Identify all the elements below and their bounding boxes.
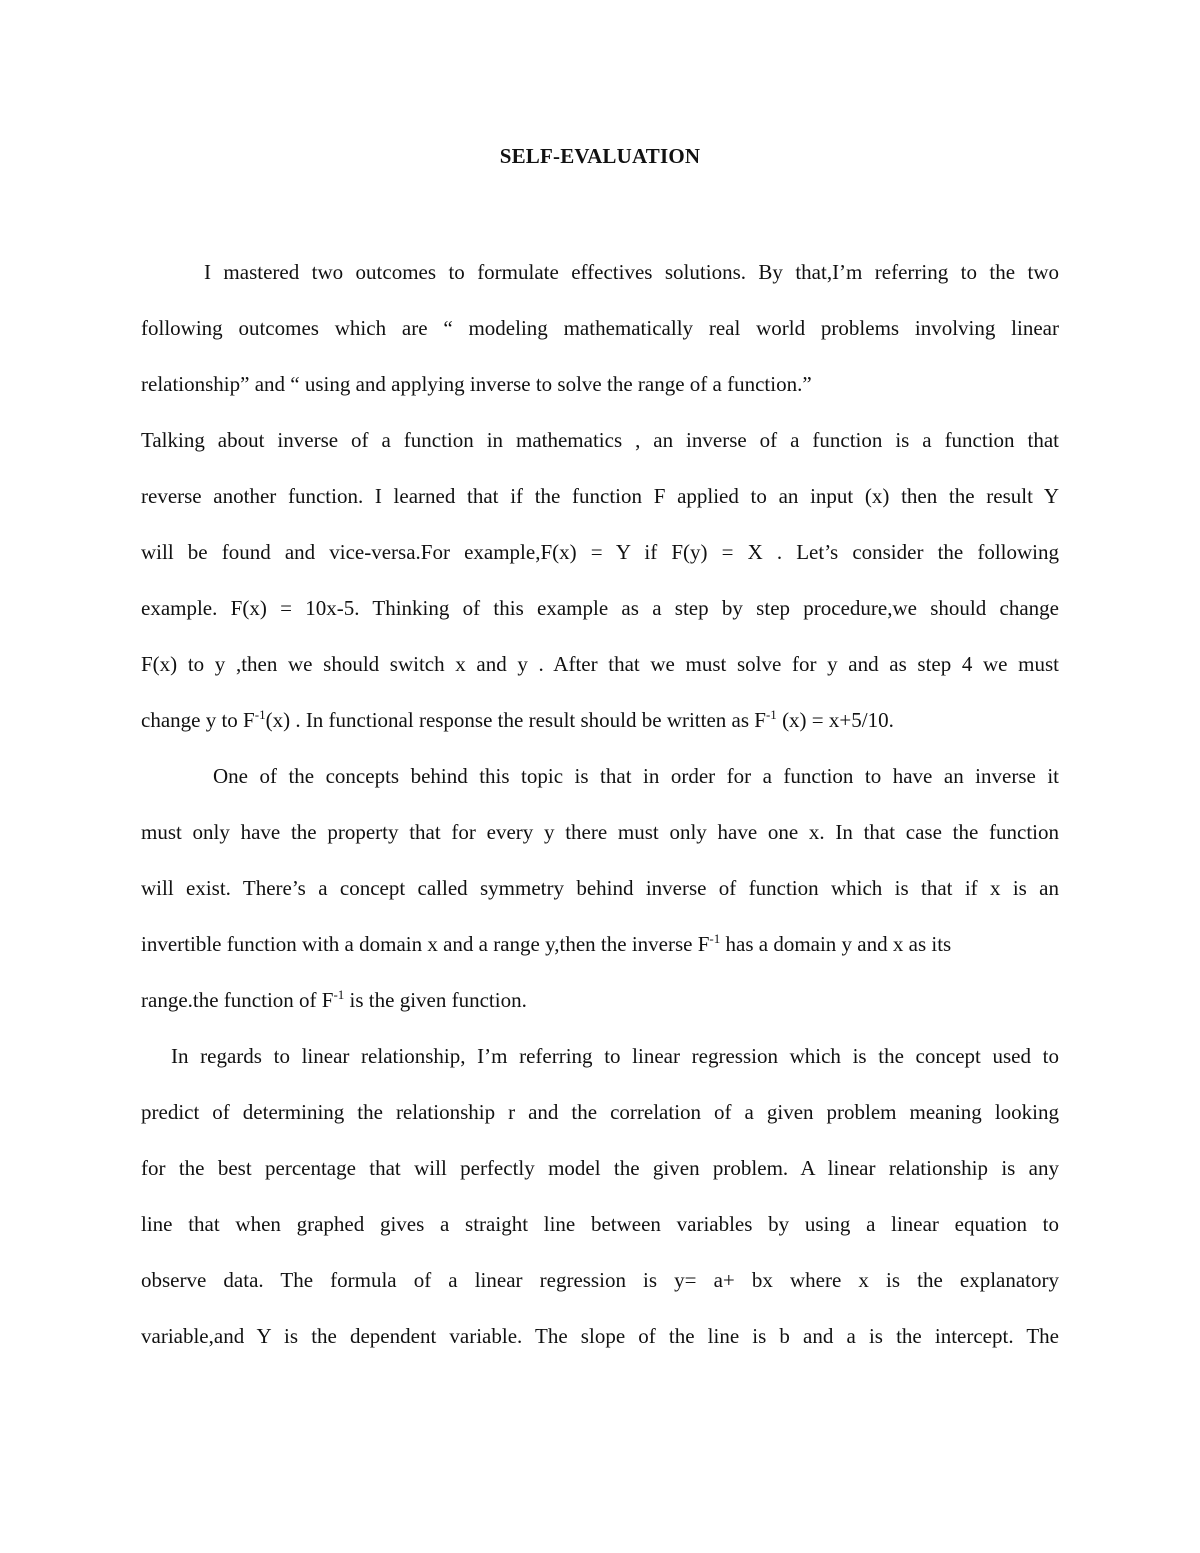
text-segment: has a domain y and x as its [720,932,952,956]
text-line-11: must only have the property that for every y there must only have one x. In that case the function [141,820,1059,844]
text-segment: (x) = x+5/10. [776,708,894,732]
text-line-12: will exist. There’s a concept called symmetry behind inverse of function which is that if x is an [141,876,1059,900]
text-line-16: predict of determining the relationship r and the correlation of a given problem meaning looking [141,1100,1059,1124]
text-line-2: following outcomes which are “ modeling mathematically real world problems involving linear [141,316,1059,340]
text-segment: change y to F [141,708,255,732]
text-line-4: Talking about inverse of a function in mathematics , an inverse of a function is a function that [141,428,1059,452]
text-segment: invertible function with a domain x and a range y,then the inverse F [141,932,710,956]
text-line-9 [141,706,894,734]
text-line-18: line that when graphed gives a straight line between variables by using a linear equation to [141,1212,1059,1236]
text-line-10: One of the concepts behind this topic is that in order for a function to have an inverse it [213,764,1059,788]
text-line-7: example. F(x) = 10x-5. Thinking of this example as a step by step procedure,we should change [141,596,1059,620]
text-line-19: observe data. The formula of a linear regression is y= a+ bx where x is the explanatory [141,1268,1059,1292]
text-line-6: will be found and vice-versa.For example,F(x) = Y if F(y) = X . Let’s consider the following [141,540,1059,564]
superscript: -1 [333,987,345,1002]
text-line-14 [141,986,527,1014]
text-segment: is the given function. [344,988,527,1012]
text-line-5: reverse another function. I learned that if the function F applied to an input (x) then the result Y [141,484,1059,508]
text-line-17: for the best percentage that will perfectly model the given problem. A linear relationship is any [141,1156,1059,1180]
superscript: -1 [765,707,777,722]
superscript: -1 [709,931,721,946]
text-line-3: relationship” and “ using and applying inverse to solve the range of a function.” [141,372,812,396]
text-segment: range.the function of F [141,988,334,1012]
text-line-20: variable,and Y is the dependent variable. The slope of the line is b and a is the intercept. The [141,1324,1059,1348]
text-line-8: F(x) to y ,then we should switch x and y . After that we must solve for y and as step 4 we must [141,652,1059,676]
text-line-1: I mastered two outcomes to formulate effectives solutions. By that,I’m referring to the two [204,260,1059,284]
text-line-15: In regards to linear relationship, I’m referring to linear regression which is the concept used to [171,1044,1059,1068]
text-segment: (x) . In functional response the result should be written as F [265,708,766,732]
superscript: -1 [254,707,266,722]
text-line-13 [141,930,951,958]
page-title: SELF-EVALUATION [499,144,701,168]
